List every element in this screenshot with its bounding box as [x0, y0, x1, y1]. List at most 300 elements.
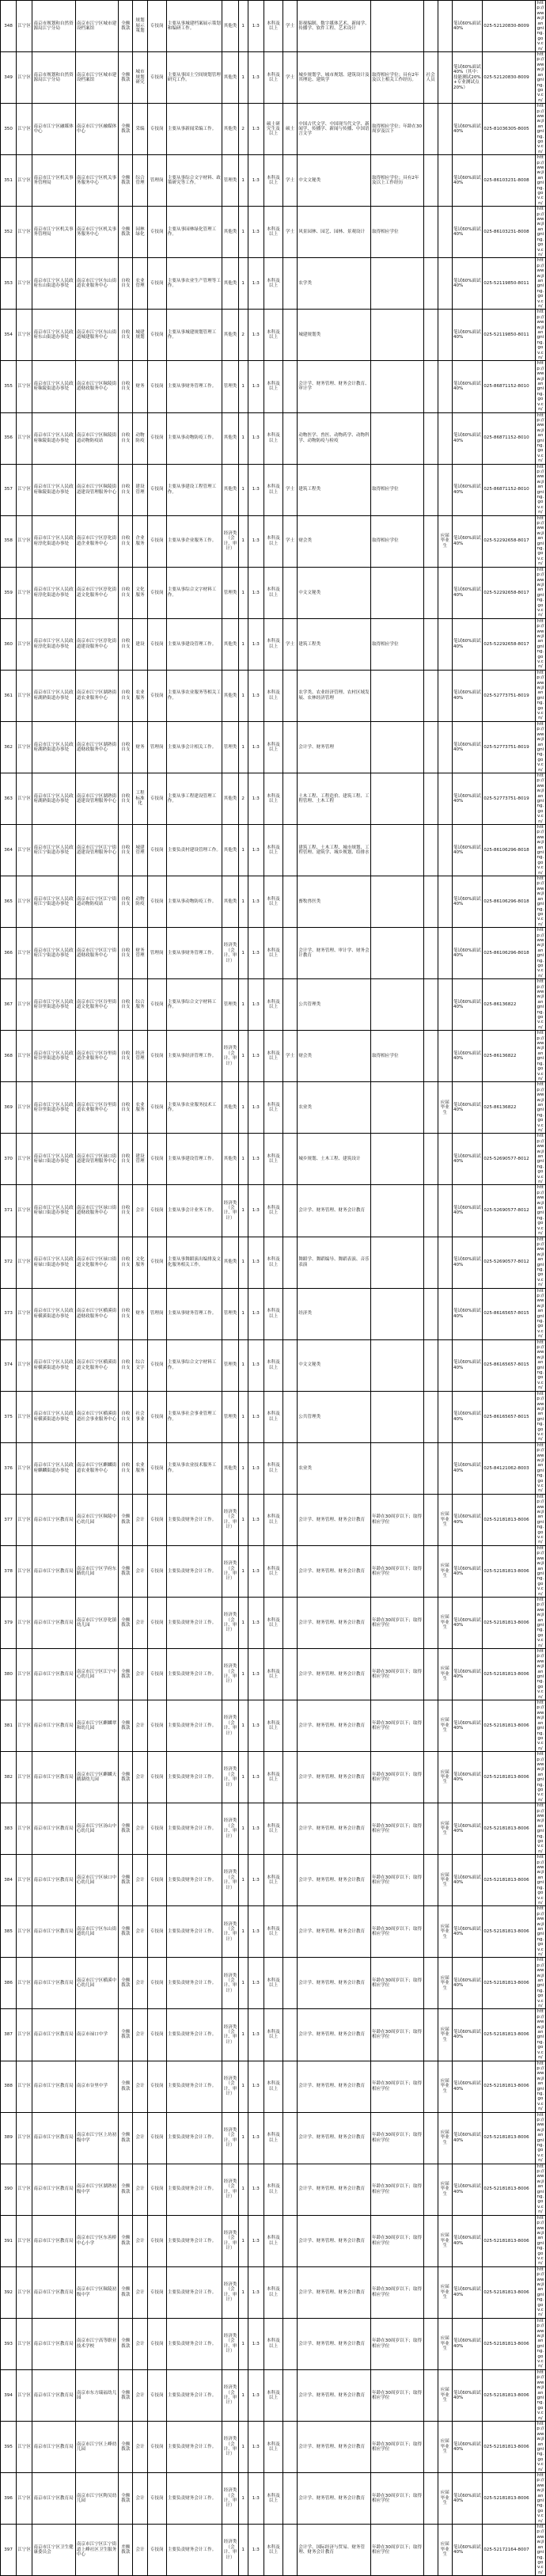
cell-ratio: 1:3	[248, 1134, 264, 1185]
cell-unit: 南京市江宁区横溪街道社会事业服务中心	[75, 1391, 118, 1442]
table-row	[1, 2164, 546, 2215]
cell-degree	[283, 1134, 298, 1185]
cell-county: 江宁区	[17, 1855, 32, 1906]
cell-website: http://www.jiangning.gov.cn/	[537, 104, 544, 154]
cell-target	[423, 155, 438, 207]
cell-department: 南京市江宁区卫生健康委员会	[32, 2525, 75, 2576]
cell-unit: 南京市江宁区秣陵街道建设管理服务中心	[75, 464, 118, 515]
cell-unit: 南京市江宁区秣陵街道财政服务中心	[75, 361, 118, 412]
cell-major: 会计学、财务管理、财务会计教育	[298, 1752, 371, 1803]
cell-test-ratio: 笔试60%面试40%	[452, 567, 482, 618]
cell-department: 南京市江宁区教育局	[32, 2369, 75, 2421]
cell-exam-category: 经济类（会计、审计）	[222, 1700, 238, 1752]
cell-phone: 025-52181813-8006	[483, 1803, 536, 1855]
cell-department: 南京市江宁区人民政府谷里街道办事处	[32, 979, 75, 1031]
cell-headcount: 1	[238, 1391, 248, 1442]
cell-headcount: 1	[238, 1134, 248, 1185]
table-row	[1, 1185, 546, 1237]
cell-website: http://www.jiangning.gov.cn/	[537, 2061, 544, 2112]
cell-funding-type: 全额拨款	[119, 2266, 133, 2318]
cell-headcount: 1	[238, 2009, 248, 2061]
cell-other-requirements	[371, 310, 424, 361]
cell-major: 建筑工程、土木工程、城市规划、工程管理、建筑学、城乡规划、给排水	[298, 825, 371, 876]
cell-post-name: 企业服务	[133, 515, 147, 567]
cell-website: http://www.jiangning.gov.cn/	[537, 361, 544, 412]
cell-number: 355	[1, 361, 17, 412]
cell-funding-type: 全额拨款	[119, 207, 133, 258]
cell-graduate-flag: 应届毕业生	[438, 2369, 452, 2421]
cell-description: 主要从事建设管理工作。	[166, 1134, 222, 1185]
cell-other-requirements	[371, 1, 424, 52]
cell-other-requirements: 年龄在30周岁以下；取得相应学位	[371, 1803, 424, 1855]
cell-phone: 025-86165657-8015	[483, 1339, 536, 1391]
cell-website: http://www.jiangning.gov.cn/	[537, 1700, 544, 1751]
cell-post-type: 专技岗	[147, 773, 166, 824]
cell-degree	[283, 1906, 298, 1958]
cell-number: 369	[1, 1082, 17, 1134]
cell-post-type: 专技岗	[147, 2009, 166, 2061]
cell-exam-category: 管理类	[222, 155, 238, 207]
cell-number: 385	[1, 1906, 17, 1958]
cell-exam-category: 其他类	[222, 1, 238, 52]
cell-test-ratio: 笔试60%面试40%	[452, 1803, 482, 1855]
cell-ratio: 1:3	[248, 1494, 264, 1545]
cell-post-type: 专技岗	[147, 1391, 166, 1442]
cell-department: 南京市江宁区教育局	[32, 1752, 75, 1803]
cell-department: 南京市江宁区人民政府江宁街道办事处	[32, 876, 75, 928]
cell-degree	[283, 2215, 298, 2266]
cell-degree	[283, 1082, 298, 1134]
cell-test-ratio: 笔试60%面试40%	[452, 1958, 482, 2009]
table-row	[1, 1597, 546, 1648]
cell-unit: 南京市江宁区上峰幼儿园	[75, 2421, 118, 2472]
cell-target	[423, 2164, 438, 2215]
cell-education: 本科及以上	[264, 2164, 282, 2215]
cell-county: 江宁区	[17, 618, 32, 670]
cell-phone: 025-52292658-8017	[483, 567, 536, 618]
cell-unit: 南京市江宁区学府东路幼儿园	[75, 1545, 118, 1597]
cell-post-name: 财务	[133, 1288, 147, 1339]
cell-target	[423, 1700, 438, 1752]
cell-number: 370	[1, 1134, 17, 1185]
cell-headcount: 1	[238, 876, 248, 928]
cell-funding-type: 自收自支	[119, 1185, 133, 1237]
cell-post-type: 专技岗	[147, 1237, 166, 1288]
cell-county: 江宁区	[17, 567, 32, 618]
cell-description: 主要从事动物防疫工作。	[166, 876, 222, 928]
cell-test-ratio: 笔试60%面试40%	[452, 1237, 482, 1288]
cell-post-name: 综合管理	[133, 155, 147, 207]
cell-description: 主要从事城建档案展示策划和编研工作。	[166, 1, 222, 52]
table-row	[1, 618, 546, 670]
cell-headcount: 1	[238, 618, 248, 670]
cell-number: 382	[1, 1752, 17, 1803]
cell-county: 江宁区	[17, 1185, 32, 1237]
cell-post-type: 专技岗	[147, 104, 166, 155]
cell-phone: 025-52181813-8006	[483, 2369, 536, 2421]
table-row	[1, 1752, 546, 1803]
cell-phone: 025-52773751-8019	[483, 773, 536, 824]
cell-unit: 南京市江宁区机关事务服务中心	[75, 207, 118, 258]
cell-department: 南京市江宁区人民政府淳化街道办事处	[32, 515, 75, 567]
cell-funding-type: 自收自支	[119, 1288, 133, 1339]
cell-graduate-flag: 应届毕业生	[438, 1906, 452, 1958]
cell-county: 江宁区	[17, 1803, 32, 1855]
cell-graduate-flag	[438, 1185, 452, 1237]
cell-headcount: 1	[238, 2318, 248, 2369]
cell-description: 主要从事动物防疫工作。	[166, 412, 222, 464]
cell-department: 南京市江宁区人民政府东山街道办事处	[32, 258, 75, 310]
cell-post-name: 财务	[133, 721, 147, 773]
cell-headcount: 1	[238, 721, 248, 773]
cell-website: http://www.jiangning.gov.cn/	[537, 1031, 544, 1081]
cell-headcount: 1	[238, 1031, 248, 1082]
cell-education: 本科及以上	[264, 464, 282, 515]
cell-degree	[283, 1391, 298, 1442]
cell-major: 城乡规划学、城市规划、建筑设计及其理论、建筑学	[298, 52, 371, 104]
cell-headcount: 1	[238, 670, 248, 721]
cell-post-name: 建设管理	[133, 464, 147, 515]
cell-department: 南京市江宁区教育局	[32, 1649, 75, 1700]
cell-post-type: 专技岗	[147, 310, 166, 361]
cell-unit: 南京市江宁区横溪街道文化服务中心	[75, 1339, 118, 1391]
cell-headcount: 1	[238, 1649, 248, 1700]
cell-website: http://www.jiangning.gov.cn/	[537, 721, 544, 773]
cell-education: 本科及以上	[264, 1958, 282, 2009]
cell-county: 江宁区	[17, 2473, 32, 2525]
cell-description: 主要从事城建规划管理工作。	[166, 310, 222, 361]
cell-unit: 南京市江宁区秣陵中心幼儿园	[75, 1494, 118, 1545]
cell-post-name: 财务管理	[133, 928, 147, 979]
cell-website: http://www.jiangning.gov.cn/	[537, 155, 544, 206]
cell-description: 主要负责财务会计工作。	[166, 1649, 222, 1700]
cell-number: 356	[1, 412, 17, 464]
cell-target	[423, 310, 438, 361]
cell-exam-category: 其他类	[222, 412, 238, 464]
cell-test-ratio: 笔试60%面试40%	[452, 361, 482, 412]
cell-unit: 南京市江宁区淳化街道建设服务中心	[75, 618, 118, 670]
cell-major: 会计学、财务管理、财务会计教育	[298, 1185, 371, 1237]
cell-funding-type: 全额拨款	[119, 2421, 133, 2472]
cell-county: 江宁区	[17, 2369, 32, 2421]
cell-target	[423, 876, 438, 928]
cell-department: 南京市江宁区教育局	[32, 2421, 75, 2472]
cell-funding-type: 自收自支	[119, 876, 133, 928]
cell-unit: 南京市江宁区江宁街道建设管理服务中心	[75, 825, 118, 876]
cell-test-ratio: 笔试60%面试40%	[452, 2369, 482, 2421]
cell-target	[423, 1288, 438, 1339]
cell-graduate-flag: 应届毕业生	[438, 1649, 452, 1700]
cell-description: 主要负责财务会计工作。	[166, 1906, 222, 1958]
cell-post-type: 专技岗	[147, 1906, 166, 1958]
cell-degree: 学士	[283, 515, 298, 567]
cell-other-requirements: 年龄在30周岁以下；取得相应学位	[371, 2266, 424, 2318]
cell-website: http://www.jiangning.gov.cn/	[537, 979, 544, 1030]
cell-major: 会计学、财务管理、审计学、财务会计教育	[298, 928, 371, 979]
cell-major: 会计学、财务管理、财务会计教育	[298, 2164, 371, 2215]
cell-website: http://www.jiangning.gov.cn/	[537, 258, 544, 309]
cell-major: 会计学、财务管理、财务会计教育	[298, 2369, 371, 2421]
cell-exam-category: 经济类（会计、审计）	[222, 1803, 238, 1855]
cell-major: 财会类	[298, 515, 371, 567]
cell-department: 南京市江宁区人民政府谷里街道办事处	[32, 1031, 75, 1082]
cell-other-requirements	[371, 721, 424, 773]
cell-post-name: 会计	[133, 2473, 147, 2525]
table-row	[1, 2473, 546, 2525]
cell-ratio: 1:3	[248, 928, 264, 979]
cell-description: 主要负责财务会计工作。	[166, 2525, 222, 2576]
cell-exam-category: 经济类（会计、审计）	[222, 1752, 238, 1803]
cell-description: 主要从事综合文字材料工作。	[166, 1339, 222, 1391]
table-row	[1, 1391, 546, 1442]
cell-graduate-flag	[438, 310, 452, 361]
cell-ratio: 1:3	[248, 515, 264, 567]
cell-test-ratio: 笔试60%面试40%	[452, 1855, 482, 1906]
cell-target	[423, 721, 438, 773]
cell-unit: 南京市江宁区湖熟街道建设管理服务中心	[75, 773, 118, 824]
cell-exam-category: 其他类	[222, 670, 238, 721]
cell-major: 建筑工程类	[298, 464, 371, 515]
cell-degree: 学士	[283, 1, 298, 52]
cell-county: 江宁区	[17, 1, 32, 52]
cell-number: 365	[1, 876, 17, 928]
cell-post-type: 专技岗	[147, 2421, 166, 2472]
cell-post-name: 城市规划研究	[133, 52, 147, 104]
cell-department: 南京市江宁区人民政府横溪街道办事处	[32, 1288, 75, 1339]
cell-number: 348	[1, 1, 17, 52]
cell-test-ratio: 笔试60%面试40%	[452, 979, 482, 1031]
cell-phone: 025-86106296-8018	[483, 928, 536, 979]
cell-target	[423, 1185, 438, 1237]
cell-funding-type: 全额拨款	[119, 2009, 133, 2061]
cell-exam-category: 经济类（会计、审计）	[222, 1031, 238, 1082]
cell-phone: 025-52119850-8011	[483, 258, 536, 310]
cell-post-name: 会计	[133, 1700, 147, 1752]
cell-exam-category: 经济类（会计、审计）	[222, 2473, 238, 2525]
cell-website: http://www.jiangning.gov.cn/	[537, 2164, 544, 2215]
cell-target	[423, 825, 438, 876]
cell-other-requirements: 年龄在30周岁以下；取得相应学位	[371, 2473, 424, 2525]
cell-funding-type: 自收自支	[119, 773, 133, 824]
cell-county: 江宁区	[17, 2525, 32, 2576]
cell-other-requirements: 年龄在30周岁以下；取得相应学位	[371, 2061, 424, 2112]
cell-test-ratio: 笔试60%面试40%	[452, 515, 482, 567]
cell-headcount: 2	[238, 104, 248, 155]
cell-graduate-flag: 应届毕业生	[438, 2215, 452, 2266]
cell-department: 南京市江宁区教育局	[32, 1803, 75, 1855]
cell-other-requirements	[371, 258, 424, 310]
cell-education: 本科及以上	[264, 1494, 282, 1545]
cell-phone: 025-86136822	[483, 1082, 536, 1134]
cell-headcount: 1	[238, 1, 248, 52]
cell-other-requirements: 年龄在30周岁以下；取得相应学位	[371, 2164, 424, 2215]
cell-number: 366	[1, 928, 17, 979]
cell-phone: 025-84121062-8003	[483, 1442, 536, 1494]
cell-unit: 南京市江宁区谷里街道企业服务中心	[75, 1031, 118, 1082]
cell-number: 362	[1, 721, 17, 773]
cell-other-requirements	[371, 1134, 424, 1185]
cell-graduate-flag	[438, 979, 452, 1031]
cell-test-ratio: 笔试60%面试40%	[452, 773, 482, 824]
cell-county: 江宁区	[17, 258, 32, 310]
cell-website: http://www.jiangning.gov.cn/	[537, 2112, 544, 2164]
cell-phone: 025-86106296-8018	[483, 825, 536, 876]
cell-headcount: 2	[238, 773, 248, 824]
cell-exam-category: 经济类（会计、审计）	[222, 2266, 238, 2318]
cell-description: 主要负责村建设管理工作。	[166, 825, 222, 876]
cell-website: http://www.jiangning.gov.cn/	[537, 1, 544, 51]
cell-post-type: 专技岗	[147, 876, 166, 928]
table-row	[1, 1339, 546, 1391]
cell-post-name: 综合服务	[133, 979, 147, 1031]
cell-education: 本科及以上	[264, 258, 282, 310]
cell-county: 江宁区	[17, 1339, 32, 1391]
cell-post-type: 专技岗	[147, 1752, 166, 1803]
cell-test-ratio: 笔试60%面试40%	[452, 1597, 482, 1648]
cell-target	[423, 1134, 438, 1185]
cell-website: http://www.jiangning.gov.cn/	[537, 1958, 544, 2009]
cell-number: 360	[1, 618, 17, 670]
cell-exam-category: 经济类（会计、审计）	[222, 1545, 238, 1597]
cell-headcount: 1	[238, 1597, 248, 1648]
cell-description: 主要从事新闻采编工作。	[166, 104, 222, 155]
cell-post-name: 工程标准化	[133, 773, 147, 824]
cell-post-type: 专技岗	[147, 412, 166, 464]
cell-ratio: 1:3	[248, 721, 264, 773]
cell-education: 本科及以上	[264, 670, 282, 721]
cell-post-name: 动物防疫	[133, 412, 147, 464]
cell-post-name: 会计	[133, 1752, 147, 1803]
cell-graduate-flag: 应届毕业生	[438, 2473, 452, 2525]
cell-number: 392	[1, 2266, 17, 2318]
cell-test-ratio: 笔试60%面试40%	[452, 1442, 482, 1494]
cell-website: http://www.jiangning.gov.cn/	[537, 876, 544, 927]
cell-degree	[283, 2061, 298, 2112]
cell-post-type: 专技岗	[147, 1339, 166, 1391]
cell-headcount: 1	[238, 1855, 248, 1906]
cell-number: 361	[1, 670, 17, 721]
cell-degree	[283, 1339, 298, 1391]
cell-degree	[283, 1597, 298, 1648]
cell-post-name: 综合文字	[133, 1339, 147, 1391]
cell-other-requirements: 年龄在30周岁以下；取得相应学位	[371, 1649, 424, 1700]
cell-ratio: 1:3	[248, 670, 264, 721]
table-row	[1, 1442, 546, 1494]
cell-major: 会计学、财务管理、财务会计教育	[298, 1855, 371, 1906]
cell-test-ratio: 笔试60%面试40%	[452, 1494, 482, 1545]
cell-other-requirements	[371, 670, 424, 721]
cell-headcount: 1	[238, 1082, 248, 1134]
cell-phone: 025-52181813-8006	[483, 1906, 536, 1958]
cell-ratio: 1:3	[248, 1237, 264, 1288]
cell-exam-category: 经济类（会计、审计）	[222, 1649, 238, 1700]
cell-headcount: 1	[238, 2473, 248, 2525]
cell-headcount: 1	[238, 2369, 248, 2421]
cell-county: 江宁区	[17, 2112, 32, 2164]
cell-post-type: 专技岗	[147, 1700, 166, 1752]
cell-exam-category: 管理类	[222, 721, 238, 773]
cell-degree: 学士	[283, 52, 298, 104]
cell-post-type: 专技岗	[147, 1494, 166, 1545]
cell-number: 372	[1, 1237, 17, 1288]
cell-headcount: 1	[238, 2164, 248, 2215]
cell-major: 农业类	[298, 1442, 371, 1494]
cell-funding-type: 自收自支	[119, 670, 133, 721]
table-row	[1, 104, 546, 155]
cell-county: 江宁区	[17, 155, 32, 207]
cell-target	[423, 1855, 438, 1906]
cell-unit: 南京市江宁区麒麟翠和幼儿园	[75, 1700, 118, 1752]
cell-exam-category: 其他类	[222, 876, 238, 928]
cell-department: 南京市江宁区机关事务管理局	[32, 155, 75, 207]
cell-funding-type: 自收自支	[119, 412, 133, 464]
cell-number: 375	[1, 1391, 17, 1442]
cell-department: 南京市江宁区人民政府秣陵街道办事处	[32, 464, 75, 515]
cell-post-type: 专技岗	[147, 1, 166, 52]
table-row	[1, 979, 546, 1031]
cell-exam-category: 经济类（会计、审计）	[222, 1185, 238, 1237]
cell-phone: 025-86871152-8010	[483, 361, 536, 412]
cell-department: 南京市江宁区人民政府江宁街道办事处	[32, 928, 75, 979]
cell-target	[423, 1, 438, 52]
cell-test-ratio: 笔试60%面试40%	[452, 2164, 482, 2215]
cell-unit: 南京市江宁区东山街道农业服务中心	[75, 258, 118, 310]
cell-website: http://www.jiangning.gov.cn/	[537, 1339, 544, 1391]
cell-website: http://www.jiangning.gov.cn/	[537, 2525, 544, 2575]
cell-major: 会计学、财务管理、财务会计教育	[298, 2421, 371, 2472]
cell-exam-category: 经济类（会计、审计）	[222, 2215, 238, 2266]
cell-number: 357	[1, 464, 17, 515]
cell-degree	[283, 1288, 298, 1339]
cell-degree	[283, 979, 298, 1031]
cell-post-type: 专技岗	[147, 1442, 166, 1494]
cell-website: http://www.jiangning.gov.cn/	[537, 1391, 544, 1442]
cell-exam-category: 经济类（会计、审计）	[222, 2421, 238, 2472]
cell-major: 中文文秘类	[298, 567, 371, 618]
cell-number: 377	[1, 1494, 17, 1545]
cell-major: 中文文秘类	[298, 155, 371, 207]
cell-department: 南京市江宁区教育局	[32, 2318, 75, 2369]
cell-education: 本科及以上	[264, 1185, 282, 1237]
cell-phone: 025-52690577-8012	[483, 1237, 536, 1288]
cell-phone: 025-86165657-8015	[483, 1391, 536, 1442]
cell-funding-type: 自收自支	[119, 310, 133, 361]
cell-website: http://www.jiangning.gov.cn/	[537, 2215, 544, 2266]
cell-website: http://www.jiangning.gov.cn/	[537, 2369, 544, 2421]
cell-graduate-flag	[438, 670, 452, 721]
cell-test-ratio: 笔试60%面试40%	[452, 2009, 482, 2061]
cell-county: 江宁区	[17, 670, 32, 721]
table-row	[1, 1134, 546, 1185]
cell-headcount: 1	[238, 515, 248, 567]
cell-headcount: 1	[238, 1288, 248, 1339]
cell-funding-type: 自收自支	[119, 464, 133, 515]
cell-funding-type: 自收自支	[119, 1339, 133, 1391]
cell-phone: 025-52181813-8006	[483, 1700, 536, 1752]
table-row	[1, 2009, 546, 2061]
cell-education: 本科及以上	[264, 1545, 282, 1597]
cell-education: 本科及以上	[264, 310, 282, 361]
cell-post-name: 文化服务	[133, 1237, 147, 1288]
cell-other-requirements: 年龄在30周岁以下；取得相应学位	[371, 1700, 424, 1752]
cell-website: http://www.jiangning.gov.cn/	[537, 618, 544, 670]
cell-website: http://www.jiangning.gov.cn/	[537, 412, 544, 464]
table-row	[1, 1031, 546, 1082]
cell-funding-type: 全额拨款	[119, 2369, 133, 2421]
table-row	[1, 515, 546, 567]
cell-degree	[283, 721, 298, 773]
cell-ratio: 1:3	[248, 1597, 264, 1648]
